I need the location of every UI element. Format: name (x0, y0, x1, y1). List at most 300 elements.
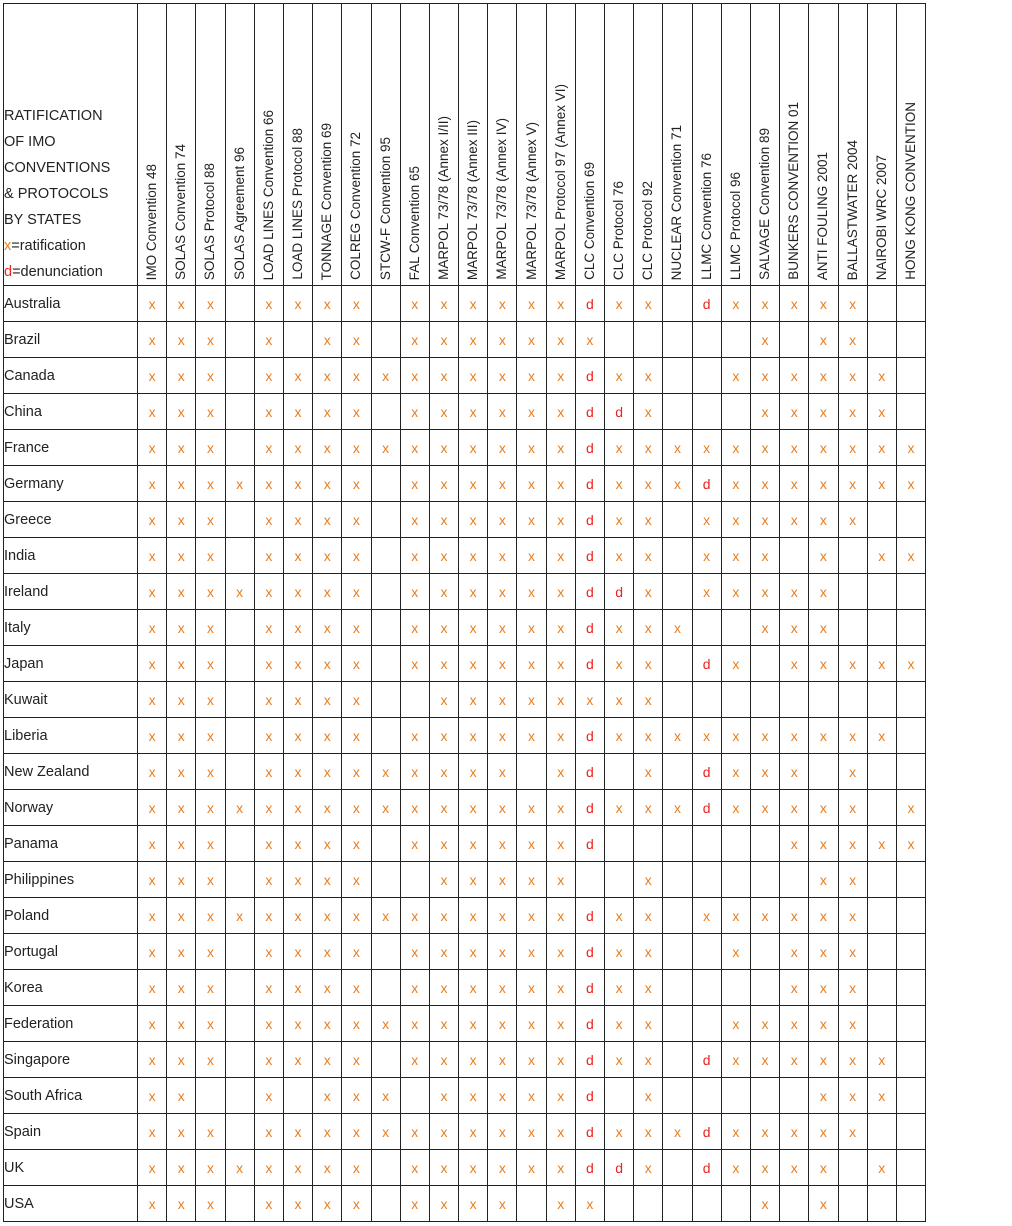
ratification-mark: x (780, 934, 809, 970)
ratification-mark: x (750, 430, 779, 466)
ratification-mark: x (196, 394, 225, 430)
empty-cell (225, 862, 254, 898)
empty-cell (663, 394, 692, 430)
ratification-mark: x (283, 1150, 312, 1186)
denunciation-mark: d (575, 538, 604, 574)
state-name: China (4, 394, 138, 430)
ratification-mark: x (605, 430, 634, 466)
ratification-mark: x (138, 610, 167, 646)
denunciation-mark: d (575, 502, 604, 538)
ratification-mark: x (867, 1042, 896, 1078)
denunciation-mark: d (575, 790, 604, 826)
ratification-mark: x (167, 358, 196, 394)
ratification-mark: x (400, 790, 429, 826)
ratification-mark: x (459, 646, 488, 682)
state-name: Spain (4, 1114, 138, 1150)
ratification-mark: x (867, 538, 896, 574)
ratification-mark: x (138, 286, 167, 322)
ratification-mark: x (780, 286, 809, 322)
ratification-mark: x (196, 1186, 225, 1222)
ratification-mark: x (488, 1114, 517, 1150)
ratification-mark: x (459, 790, 488, 826)
column-header (605, 4, 634, 286)
ratification-mark: x (167, 934, 196, 970)
denunciation-mark: d (575, 394, 604, 430)
ratification-mark: x (429, 790, 458, 826)
column-header-label: SALVAGE Convention 89 (757, 128, 773, 280)
ratification-mark: x (721, 574, 750, 610)
ratification-mark: x (459, 826, 488, 862)
ratification-mark: x (167, 538, 196, 574)
empty-cell (371, 682, 400, 718)
ratification-mark: x (400, 1042, 429, 1078)
ratification-mark: x (342, 1114, 371, 1150)
ratification-mark: x (225, 574, 254, 610)
empty-cell (867, 754, 896, 790)
table-row (4, 358, 926, 394)
ratification-mark: x (546, 862, 575, 898)
empty-cell (371, 718, 400, 754)
ratification-mark: x (488, 862, 517, 898)
ratification-mark: x (838, 934, 867, 970)
state-name: UK (4, 1150, 138, 1186)
ratification-mark: x (780, 718, 809, 754)
ratification-mark: x (167, 826, 196, 862)
empty-cell (896, 1186, 925, 1222)
denunciation-mark: d (575, 826, 604, 862)
empty-cell (721, 394, 750, 430)
ratification-mark: x (196, 538, 225, 574)
empty-cell (605, 1078, 634, 1114)
empty-cell (517, 754, 546, 790)
ratification-mark: x (254, 934, 283, 970)
empty-cell (225, 430, 254, 466)
empty-cell (780, 862, 809, 898)
ratification-mark: x (283, 862, 312, 898)
column-header (342, 4, 371, 286)
ratification-mark: x (371, 790, 400, 826)
column-header-label: SOLAS Protocol 88 (202, 162, 218, 280)
ratification-mark: x (634, 790, 663, 826)
ratification-mark: x (575, 1186, 604, 1222)
ratification-mark: x (809, 574, 838, 610)
empty-cell (780, 322, 809, 358)
ratification-mark: x (283, 538, 312, 574)
ratification-mark: x (780, 502, 809, 538)
empty-cell (371, 1150, 400, 1186)
ratification-mark: x (867, 1078, 896, 1114)
column-header (809, 4, 838, 286)
denunciation-mark: d (692, 754, 721, 790)
empty-cell (750, 970, 779, 1006)
ratification-mark: x (750, 1114, 779, 1150)
ratification-mark: x (517, 1114, 546, 1150)
empty-cell (400, 682, 429, 718)
state-name: New Zealand (4, 754, 138, 790)
ratification-mark: x (517, 1078, 546, 1114)
ratification-mark: x (750, 610, 779, 646)
ratification-mark: x (254, 862, 283, 898)
table-row (4, 1042, 926, 1078)
ratification-mark: x (196, 826, 225, 862)
ratification-mark: x (313, 286, 342, 322)
empty-cell (867, 610, 896, 646)
ratification-mark: x (838, 718, 867, 754)
empty-cell (225, 970, 254, 1006)
ratification-mark: x (780, 430, 809, 466)
column-header (400, 4, 429, 286)
ratification-mark: x (721, 430, 750, 466)
ratification-mark: x (721, 538, 750, 574)
ratification-mark: x (780, 790, 809, 826)
empty-cell (896, 394, 925, 430)
ratification-mark: x (517, 466, 546, 502)
ratification-mark: x (167, 610, 196, 646)
table-row (4, 286, 926, 322)
ratification-mark: x (254, 790, 283, 826)
empty-cell (663, 358, 692, 394)
empty-cell (780, 1078, 809, 1114)
ratification-mark: x (896, 826, 925, 862)
ratification-mark: x (196, 898, 225, 934)
ratification-mark: x (750, 538, 779, 574)
ratification-mark: x (429, 466, 458, 502)
ratification-mark: x (780, 610, 809, 646)
ratification-mark: x (809, 322, 838, 358)
ratification-mark: x (809, 1006, 838, 1042)
table-row (4, 790, 926, 826)
ratification-mark: x (546, 574, 575, 610)
ratification-mark: x (283, 1042, 312, 1078)
ratification-mark: x (488, 682, 517, 718)
ratification-mark: x (575, 322, 604, 358)
ratification-mark: x (459, 970, 488, 1006)
empty-cell (867, 970, 896, 1006)
table-corner (4, 4, 138, 286)
ratification-mark: x (167, 322, 196, 358)
empty-cell (721, 1186, 750, 1222)
ratification-mark: x (517, 574, 546, 610)
ratification-mark: x (488, 898, 517, 934)
ratification-mark: x (488, 574, 517, 610)
ratification-mark: x (400, 1186, 429, 1222)
denunciation-mark: d (575, 754, 604, 790)
ratification-mark: x (517, 502, 546, 538)
ratification-mark: x (459, 466, 488, 502)
ratification-mark: x (225, 898, 254, 934)
ratification-mark: x (605, 646, 634, 682)
ratification-mark: x (750, 1150, 779, 1186)
ratification-mark: x (196, 790, 225, 826)
ratification-mark: x (429, 1006, 458, 1042)
empty-cell (838, 682, 867, 718)
ratification-mark: x (313, 646, 342, 682)
ratification-mark: x (138, 394, 167, 430)
ratification-mark: x (283, 286, 312, 322)
ratification-mark: x (634, 430, 663, 466)
ratification-mark: x (780, 1042, 809, 1078)
ratification-mark: x (283, 898, 312, 934)
ratification-mark: x (459, 718, 488, 754)
ratification-mark: x (313, 1186, 342, 1222)
empty-cell (575, 862, 604, 898)
empty-cell (867, 790, 896, 826)
ratification-mark: x (400, 646, 429, 682)
table-row (4, 1186, 926, 1222)
column-header (283, 4, 312, 286)
ratification-mark: x (342, 718, 371, 754)
ratification-mark: x (429, 862, 458, 898)
ratification-mark: x (371, 358, 400, 394)
empty-cell (225, 826, 254, 862)
empty-cell (896, 1006, 925, 1042)
ratification-mark: x (634, 1114, 663, 1150)
empty-cell (896, 574, 925, 610)
ratification-mark: x (750, 466, 779, 502)
empty-cell (605, 862, 634, 898)
empty-cell (225, 358, 254, 394)
ratification-mark: x (750, 1006, 779, 1042)
ratification-mark: x (167, 1006, 196, 1042)
ratification-mark: x (342, 682, 371, 718)
ratification-mark: x (254, 970, 283, 1006)
ratification-mark: x (167, 1186, 196, 1222)
empty-cell (750, 646, 779, 682)
ratification-mark: x (429, 970, 458, 1006)
empty-cell (663, 646, 692, 682)
ratification-mark: x (809, 862, 838, 898)
ratification-mark: x (342, 646, 371, 682)
ratification-mark: x (283, 394, 312, 430)
ratification-mark: x (634, 1150, 663, 1186)
empty-cell (371, 286, 400, 322)
state-name: USA (4, 1186, 138, 1222)
ratification-mark: x (400, 430, 429, 466)
table-row (4, 1150, 926, 1186)
ratification-mark: x (750, 1042, 779, 1078)
ratification-mark: x (692, 502, 721, 538)
table-row (4, 322, 926, 358)
ratification-mark: x (546, 1186, 575, 1222)
empty-cell (196, 1078, 225, 1114)
ratification-mark: x (809, 718, 838, 754)
ratification-mark: x (838, 790, 867, 826)
ratification-mark: x (867, 466, 896, 502)
ratification-mark: x (546, 1078, 575, 1114)
ratification-mark: x (138, 1078, 167, 1114)
ratification-mark: x (721, 358, 750, 394)
state-name: Norway (4, 790, 138, 826)
ratification-mark: x (254, 1006, 283, 1042)
denunciation-mark: d (692, 1042, 721, 1078)
column-header (313, 4, 342, 286)
empty-cell (692, 862, 721, 898)
ratification-mark: x (342, 502, 371, 538)
column-header (896, 4, 925, 286)
empty-cell (896, 862, 925, 898)
ratification-mark: x (400, 286, 429, 322)
empty-cell (371, 646, 400, 682)
ratification-mark: x (254, 574, 283, 610)
ratification-mark: x (196, 754, 225, 790)
ratification-mark: x (342, 394, 371, 430)
ratification-mark: x (517, 286, 546, 322)
table-row (4, 826, 926, 862)
empty-cell (225, 322, 254, 358)
ratification-mark: x (867, 646, 896, 682)
ratification-mark: x (371, 1114, 400, 1150)
ratification-mark: x (459, 610, 488, 646)
ratification-mark: x (750, 286, 779, 322)
empty-cell (867, 574, 896, 610)
ratification-mark: x (138, 934, 167, 970)
ratification-mark: x (254, 754, 283, 790)
ratification-mark: x (721, 934, 750, 970)
ratification-mark: x (196, 1114, 225, 1150)
ratification-mark: x (721, 466, 750, 502)
ratification-mark: x (254, 646, 283, 682)
denunciation-mark: d (575, 646, 604, 682)
ratification-mark: x (459, 1150, 488, 1186)
ratification-mark: x (721, 898, 750, 934)
column-header (721, 4, 750, 286)
ratification-mark: x (634, 1006, 663, 1042)
ratification-mark: x (488, 358, 517, 394)
ratification-mark: x (342, 430, 371, 466)
ratification-mark: x (283, 1186, 312, 1222)
ratification-mark: x (167, 1078, 196, 1114)
title-line: OF IMO (4, 134, 56, 150)
ratification-mark: x (196, 1042, 225, 1078)
table-row (4, 1114, 926, 1150)
denunciation-mark: d (575, 1006, 604, 1042)
empty-cell (692, 970, 721, 1006)
ratification-mark: x (283, 430, 312, 466)
empty-cell (721, 826, 750, 862)
ratification-mark: x (196, 322, 225, 358)
ratification-mark: x (283, 718, 312, 754)
empty-cell (605, 322, 634, 358)
ratification-mark: x (809, 358, 838, 394)
ratification-mark: x (342, 862, 371, 898)
ratification-mark: x (605, 682, 634, 718)
ratification-mark: x (750, 754, 779, 790)
ratification-mark: x (254, 394, 283, 430)
column-header (750, 4, 779, 286)
ratification-mark: x (488, 1078, 517, 1114)
ratification-mark: x (459, 538, 488, 574)
ratification-mark: x (488, 322, 517, 358)
denunciation-mark: d (575, 466, 604, 502)
ratification-mark: x (546, 790, 575, 826)
ratification-mark: x (546, 718, 575, 754)
ratification-mark: x (809, 898, 838, 934)
ratification-mark: x (167, 466, 196, 502)
empty-cell (692, 826, 721, 862)
empty-cell (663, 862, 692, 898)
ratification-mark: x (167, 718, 196, 754)
ratification-mark: x (429, 898, 458, 934)
ratification-mark: x (546, 1114, 575, 1150)
ratification-mark: x (517, 430, 546, 466)
empty-cell (750, 1078, 779, 1114)
column-header-label: LLMC Convention 76 (698, 153, 714, 280)
legend-ratification (4, 233, 137, 259)
ratification-mark: x (459, 322, 488, 358)
empty-cell (663, 682, 692, 718)
ratification-mark: x (838, 322, 867, 358)
empty-cell (721, 682, 750, 718)
ratification-mark: x (196, 646, 225, 682)
denunciation-mark: d (692, 1150, 721, 1186)
column-header (488, 4, 517, 286)
ratification-mark: x (429, 646, 458, 682)
empty-cell (838, 1186, 867, 1222)
ratification-mark: x (546, 826, 575, 862)
column-header-label: ANTI FOULING 2001 (815, 151, 831, 280)
ratification-mark: x (342, 574, 371, 610)
ratification-mark: x (429, 286, 458, 322)
ratification-mark: x (517, 1006, 546, 1042)
ratification-mark: x (546, 1042, 575, 1078)
ratification-mark: x (605, 466, 634, 502)
legend-text: =denunciation (12, 264, 103, 280)
ratification-mark: x (313, 790, 342, 826)
ratification-mark: x (721, 502, 750, 538)
empty-cell (663, 322, 692, 358)
empty-cell (692, 322, 721, 358)
state-name: Canada (4, 358, 138, 394)
column-header-label: MARPOL 73/78 (Annex V) (523, 122, 539, 280)
title-line: RATIFICATION (4, 108, 103, 124)
ratification-mark: x (867, 358, 896, 394)
empty-cell (896, 970, 925, 1006)
ratification-mark: x (254, 538, 283, 574)
ratification-mark: x (400, 574, 429, 610)
ratification-mark: x (750, 790, 779, 826)
empty-cell (371, 862, 400, 898)
table-row (4, 646, 926, 682)
ratification-mark: x (459, 430, 488, 466)
ratification-mark: x (546, 358, 575, 394)
table-row (4, 394, 926, 430)
empty-cell (867, 1114, 896, 1150)
empty-cell (896, 898, 925, 934)
ratification-mark: x (254, 502, 283, 538)
empty-cell (634, 826, 663, 862)
ratification-mark: x (254, 1186, 283, 1222)
column-header-label: LLMC Protocol 96 (727, 171, 743, 280)
ratification-mark: x (400, 934, 429, 970)
empty-cell (663, 1006, 692, 1042)
ratification-mark: x (488, 790, 517, 826)
ratification-mark: x (429, 538, 458, 574)
empty-cell (692, 1186, 721, 1222)
ratification-mark: x (196, 682, 225, 718)
empty-cell (371, 574, 400, 610)
empty-cell (896, 1078, 925, 1114)
ratification-mark: x (809, 430, 838, 466)
ratification-mark: x (459, 682, 488, 718)
ratification-mark: x (459, 754, 488, 790)
ratification-mark: x (400, 754, 429, 790)
denunciation-mark: d (575, 286, 604, 322)
ratification-mark: x (605, 286, 634, 322)
ratification-mark: x (721, 1114, 750, 1150)
title-line: CONVENTIONS (4, 160, 111, 176)
denunciation-mark: d (575, 934, 604, 970)
empty-cell (896, 322, 925, 358)
